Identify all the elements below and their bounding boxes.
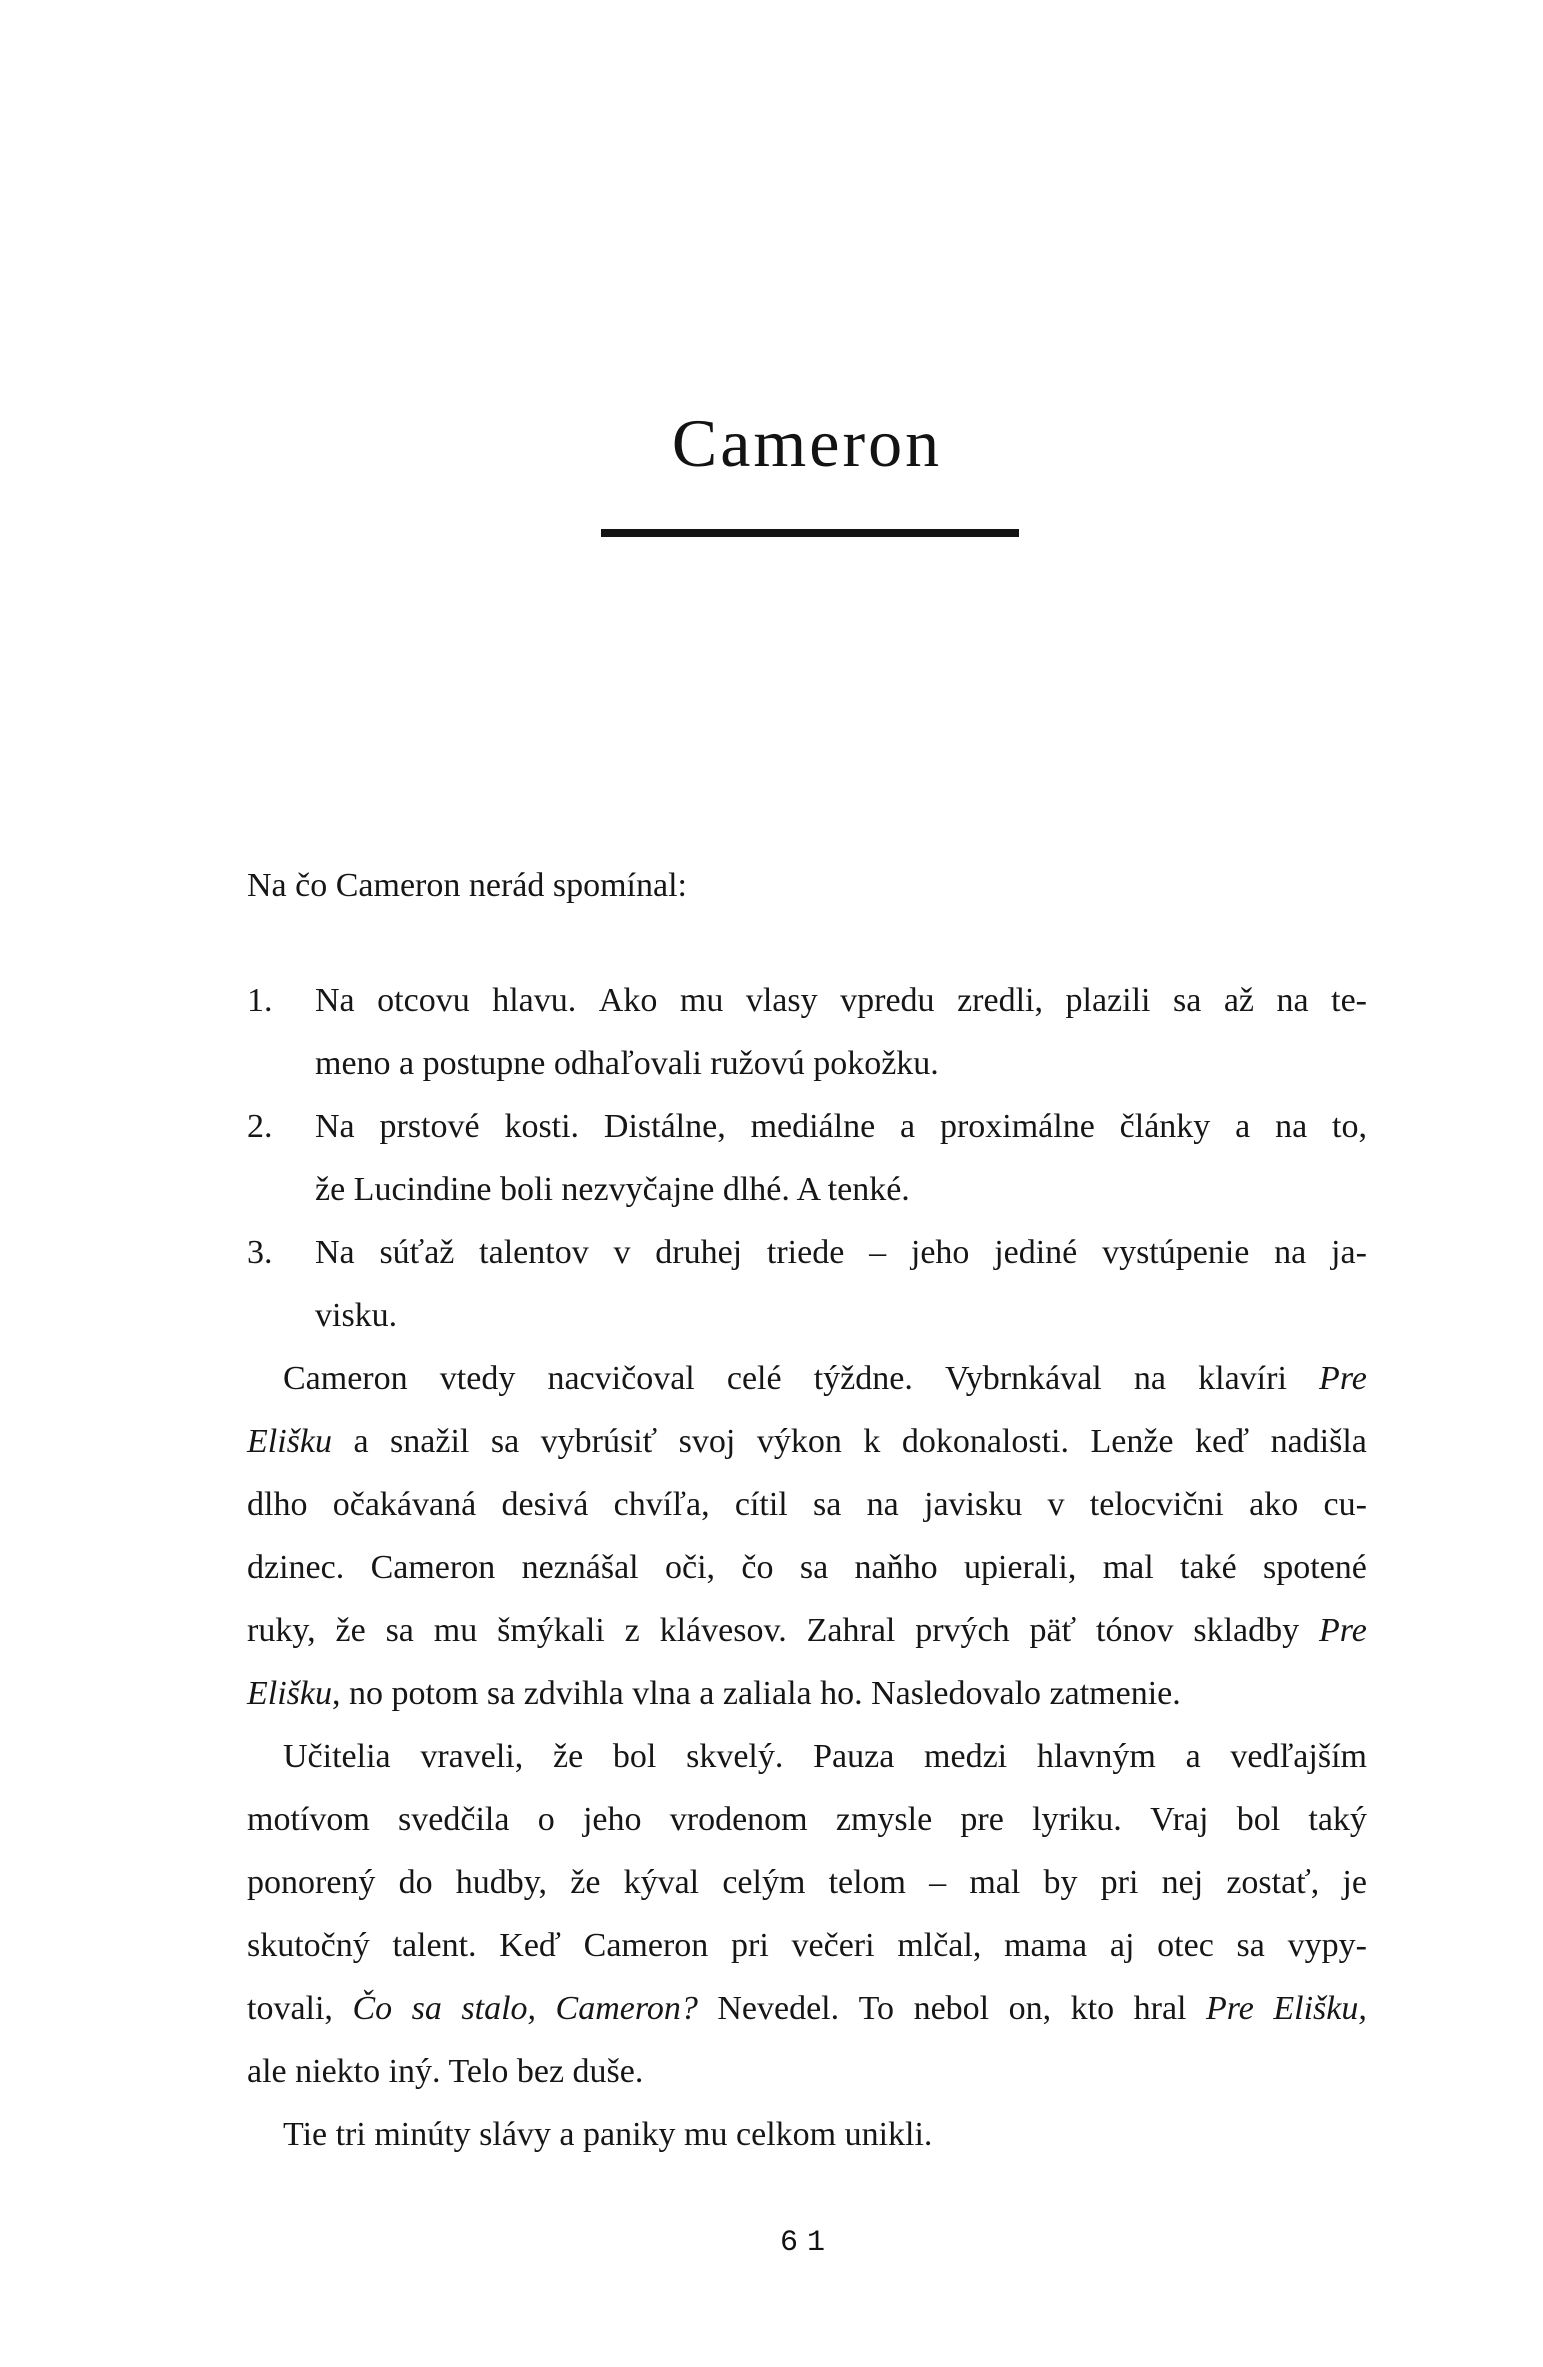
text-line: [247, 1851, 1367, 1914]
word: Nevedel.: [717, 1990, 840, 2027]
word: Učitelia: [283, 1738, 391, 1775]
word: pri: [1100, 1864, 1139, 1901]
word: stalo,: [461, 1990, 537, 2027]
word: mal: [1102, 1549, 1154, 1586]
word: tónov: [1096, 1612, 1174, 1649]
text-line: [247, 1599, 1367, 1662]
list-number: 1.: [247, 982, 273, 1019]
word: Zahral: [806, 1612, 896, 1649]
word: kýval: [623, 1864, 700, 1901]
word: Ako: [598, 982, 658, 1019]
word: do: [398, 1864, 433, 1901]
word: je: [1342, 1864, 1367, 1901]
word: by: [1043, 1864, 1078, 1901]
word: Elišku,: [1273, 1990, 1367, 2027]
word: keď: [1195, 1423, 1250, 1460]
word: sa: [1172, 982, 1202, 1019]
word: Čo: [352, 1990, 393, 2027]
word: že: [553, 1738, 584, 1775]
word: kto: [1070, 1990, 1115, 2027]
word: celé: [726, 1360, 782, 1397]
word: oči,: [664, 1549, 716, 1586]
word: upierali,: [963, 1549, 1077, 1586]
word: sa: [799, 1549, 829, 1586]
word: skutočný: [247, 1927, 370, 1964]
word: aj: [1109, 1927, 1135, 1964]
word: nej: [1161, 1864, 1204, 1901]
word: hral: [1133, 1990, 1187, 2027]
word: prvých: [915, 1612, 1010, 1649]
word: vybrúsiť: [540, 1423, 658, 1460]
word: až: [1223, 982, 1255, 1019]
word: bol: [1236, 1801, 1281, 1838]
word: Na: [315, 1108, 355, 1145]
text-line: [247, 1347, 1367, 1410]
word: vystúpenie: [1102, 1234, 1250, 1271]
word: vypy-: [1287, 1927, 1367, 1964]
word: ja-: [1331, 1234, 1367, 1271]
text-run: Elišku: [247, 1675, 332, 1712]
word: te-: [1331, 982, 1367, 1019]
word: on,: [1008, 1990, 1052, 2027]
word: očakávaná: [332, 1486, 477, 1523]
word: mlčal,: [897, 1927, 982, 1964]
word: mal: [969, 1864, 1021, 1901]
word: skvelý.: [686, 1738, 784, 1775]
text-line: [247, 1788, 1367, 1851]
word: prstové: [379, 1108, 480, 1145]
word: na: [1276, 982, 1309, 1019]
word: Pre: [1319, 1612, 1367, 1649]
word: dzinec.: [247, 1549, 345, 1586]
word: ponorený: [247, 1864, 376, 1901]
text-line: [247, 1536, 1367, 1599]
text-line: [247, 1473, 1367, 1536]
word: cítil: [734, 1486, 788, 1523]
word: tovali,: [247, 1990, 333, 2027]
word: k: [863, 1423, 881, 1460]
word: pri: [731, 1927, 769, 1964]
word: klávesov.: [659, 1612, 787, 1649]
text-run: ale niekto iný. Telo bez duše.: [247, 2053, 644, 2090]
word: medzi: [924, 1738, 1008, 1775]
word: svoj: [678, 1423, 736, 1460]
word: –: [929, 1864, 947, 1901]
text-line: [247, 1158, 1367, 1221]
chapter-title: Cameron: [671, 405, 943, 481]
word: vtedy: [439, 1360, 516, 1397]
word: desivá: [501, 1486, 589, 1523]
word: vrodenom: [669, 1801, 808, 1838]
word: triede: [766, 1234, 845, 1271]
word: Na: [315, 1234, 355, 1271]
word: výkon: [756, 1423, 842, 1460]
word: týždne.: [813, 1360, 913, 1397]
word: spotené: [1263, 1549, 1367, 1586]
word: Vraj: [1150, 1801, 1209, 1838]
word: sa: [813, 1486, 842, 1523]
word: sa: [411, 1990, 442, 2027]
text-line: [247, 2103, 1367, 2166]
word: plazili: [1065, 982, 1151, 1019]
word: čo: [741, 1549, 774, 1586]
word: Lenže: [1090, 1423, 1174, 1460]
text-line: [247, 1410, 1367, 1473]
word: Pre: [1319, 1360, 1367, 1397]
word: také: [1180, 1549, 1237, 1586]
word: nacvičoval: [547, 1360, 695, 1397]
word: na: [866, 1486, 899, 1523]
word: v: [613, 1234, 631, 1271]
word: Elišku: [247, 1423, 332, 1460]
word: Distálne,: [603, 1108, 726, 1145]
text-run: že Lucindine boli nezvyčajne dlhé. A tenké.: [315, 1171, 910, 1208]
text-run: , no potom sa zdvihla vlna a zaliala ho. Nasledovalo zatmenie.: [331, 1675, 1181, 1712]
word: mu: [433, 1612, 478, 1649]
word: motívom: [247, 1801, 370, 1838]
word: vpredu: [840, 982, 935, 1019]
text-line: [247, 1914, 1367, 1977]
text-line: [247, 2040, 1367, 2103]
text-run: meno a postupne odhaľovali ružovú pokožku.: [315, 1045, 939, 1082]
word: neznášal: [521, 1549, 639, 1586]
word: otec: [1157, 1927, 1214, 1964]
word: Pauza: [813, 1738, 895, 1775]
text-line: [247, 969, 1367, 1032]
word: To: [858, 1990, 895, 2027]
word: šmýkali: [497, 1612, 605, 1649]
word: Cameron?: [555, 1990, 698, 2027]
word: a: [900, 1108, 916, 1145]
word: súťaž: [379, 1234, 455, 1271]
word: Cameron: [370, 1549, 496, 1586]
word: pre: [960, 1801, 1004, 1838]
word: päť: [1029, 1612, 1077, 1649]
word: svedčila: [398, 1801, 510, 1838]
word: taký: [1308, 1801, 1367, 1838]
word: dokonalosti.: [901, 1423, 1069, 1460]
word: naňho: [854, 1549, 938, 1586]
word: zredli,: [957, 982, 1043, 1019]
word: mu: [679, 982, 724, 1019]
word: jediné: [994, 1234, 1078, 1271]
word: telocvični: [1089, 1486, 1224, 1523]
intro-line: Na čo Cameron nerád spomínal:: [247, 867, 687, 904]
word: a: [1235, 1108, 1251, 1145]
word: vedľajším: [1230, 1738, 1367, 1775]
word: javisku: [924, 1486, 1023, 1523]
text-line: [247, 1221, 1367, 1284]
word: sa: [385, 1612, 414, 1649]
text-run: Tie tri minúty slávy a paniky mu celkom unikli.: [283, 2116, 933, 2153]
word: klavíri: [1198, 1360, 1287, 1397]
word: ruky,: [247, 1612, 316, 1649]
text-line: [247, 1032, 1367, 1095]
word: celým: [722, 1864, 806, 1901]
word: nebol: [913, 1990, 990, 2027]
word: že: [335, 1612, 366, 1649]
word: otcovu: [377, 982, 470, 1019]
word: Pre: [1206, 1990, 1254, 2027]
word: mama: [1004, 1927, 1088, 1964]
word: hlavným: [1036, 1738, 1156, 1775]
list-number: 2.: [247, 1108, 273, 1145]
word: vraveli,: [420, 1738, 524, 1775]
word: na: [1275, 1108, 1308, 1145]
word: bol: [612, 1738, 657, 1775]
word: to,: [1332, 1108, 1367, 1145]
word: cu-: [1323, 1486, 1367, 1523]
word: mediálne: [750, 1108, 876, 1145]
word: hlavu.: [492, 982, 577, 1019]
word: články: [1119, 1108, 1211, 1145]
word: o: [537, 1801, 555, 1838]
word: chvíľa,: [613, 1486, 710, 1523]
word: telom: [828, 1864, 906, 1901]
word: zmysle: [835, 1801, 933, 1838]
word: hudby,: [455, 1864, 548, 1901]
word: kosti.: [504, 1108, 580, 1145]
body-text: [247, 854, 1367, 2166]
word: z: [624, 1612, 640, 1649]
text-run: visku.: [315, 1297, 398, 1334]
word: druhej: [655, 1234, 743, 1271]
word: že: [570, 1864, 601, 1901]
word: Cameron: [583, 1927, 709, 1964]
word: ako: [1249, 1486, 1299, 1523]
text-line: [247, 1284, 1367, 1347]
text-line: [247, 1977, 1367, 2040]
word: a: [1185, 1738, 1201, 1775]
word: Cameron: [283, 1360, 408, 1397]
word: nadišla: [1270, 1423, 1367, 1460]
word: v: [1047, 1486, 1065, 1523]
word: proximálne: [939, 1108, 1095, 1145]
text-line: [247, 1662, 1367, 1725]
word: skladby: [1193, 1612, 1300, 1649]
word: Vybrnkával: [945, 1360, 1102, 1397]
word: talentov: [479, 1234, 589, 1271]
word: jeho: [582, 1801, 642, 1838]
text-line: [247, 1725, 1367, 1788]
word: –: [869, 1234, 887, 1271]
word: jeho: [910, 1234, 970, 1271]
word: Keď: [499, 1927, 561, 1964]
word: Na: [315, 982, 355, 1019]
word: dlho: [247, 1486, 308, 1523]
text-line: [247, 1095, 1367, 1158]
list-number: 3.: [247, 1234, 273, 1271]
word: vlasy: [745, 982, 818, 1019]
word: a: [353, 1423, 369, 1460]
word: na: [1274, 1234, 1307, 1271]
word: večeri: [791, 1927, 875, 1964]
word: talent.: [392, 1927, 477, 1964]
word: na: [1133, 1360, 1166, 1397]
word: sa: [490, 1423, 520, 1460]
title-rule: [601, 529, 1019, 537]
word: sa: [1236, 1927, 1265, 1964]
word: snažil: [390, 1423, 470, 1460]
word: lyriku.: [1032, 1801, 1122, 1838]
word: zostať,: [1226, 1864, 1320, 1901]
page-number: 61: [779, 2226, 834, 2260]
